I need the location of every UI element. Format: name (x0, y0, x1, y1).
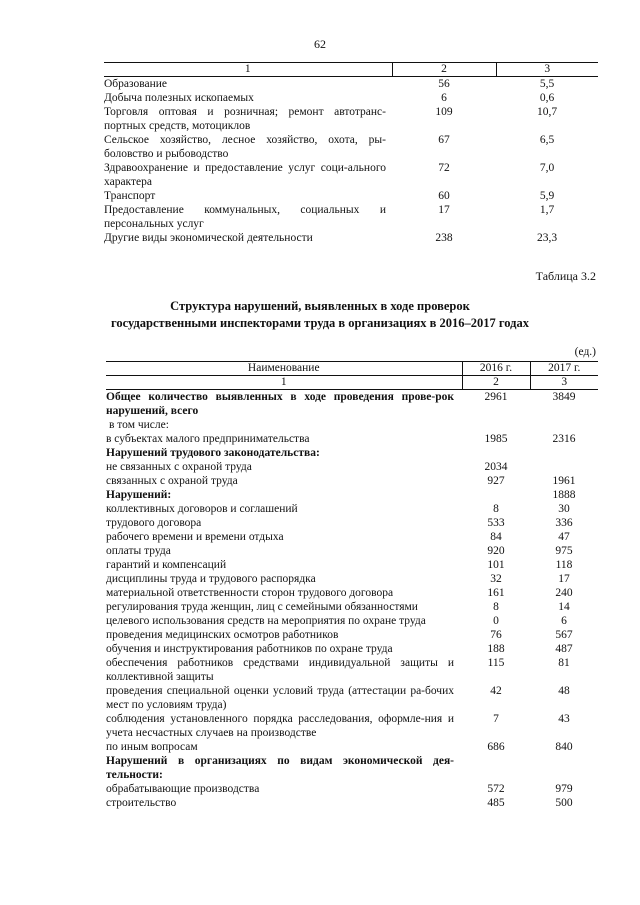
row-value: 17 (438, 204, 450, 216)
table-title-line-2: государственными инспекторами труда в организациях в 2016–2017 годах (111, 316, 529, 330)
row-value: 47 (558, 531, 570, 543)
row-label: связанных с охраной труда (106, 475, 238, 487)
table-row (106, 642, 598, 656)
table-row (106, 516, 598, 530)
row-value (462, 446, 530, 460)
row-label: проведения медицинских осмотров работников (106, 629, 339, 641)
table-row (106, 544, 598, 558)
row-value: 76 (490, 629, 502, 641)
row-label: регулирования труда женщин, лиц с семейными обязанностями (106, 601, 418, 613)
row-value: 6,5 (539, 134, 555, 146)
row-value (530, 460, 598, 474)
table2-header-name: Наименование (106, 362, 462, 376)
table-row (106, 782, 598, 796)
row-value: 43 (558, 713, 570, 725)
row-value: 2961 (484, 391, 508, 403)
row-value: 10,7 (536, 106, 558, 118)
row-value: 1961 (552, 475, 576, 487)
row-value: 840 (555, 741, 573, 753)
table-row (106, 418, 598, 432)
unit-label: (ед.) (574, 346, 596, 358)
row-value (530, 418, 598, 432)
table-title-line-1: Структура нарушений, выявленных в ходе проверок (170, 299, 470, 313)
row-label: гарантий и компенсаций (106, 559, 227, 571)
table-row (106, 474, 598, 488)
table1-col-3: 3 (496, 63, 598, 77)
table-row (106, 530, 598, 544)
row-value: 8 (493, 503, 499, 515)
row-value (462, 488, 530, 502)
table1-col-2: 2 (392, 63, 496, 77)
row-value: 56 (438, 78, 450, 90)
row-value: 6 (441, 92, 447, 104)
row-value: 5,9 (539, 190, 555, 202)
row-value: 238 (435, 232, 453, 244)
table-row (106, 446, 598, 460)
row-value: 72 (438, 162, 450, 174)
table-row (106, 600, 598, 614)
row-label: не связанных с охраной труда (106, 461, 252, 473)
row-value: 14 (558, 601, 570, 613)
row-value: 979 (555, 783, 573, 795)
table-economic-activities (104, 62, 598, 245)
table-row (106, 754, 598, 782)
table-row (106, 390, 598, 419)
row-value: 17 (558, 573, 570, 585)
row-label: проведения специальной оценки условий труда (аттестации ра-бочих мест по условиям труда) (106, 685, 454, 711)
row-label: строительство (106, 797, 177, 809)
table-row (104, 77, 598, 92)
table-row (106, 502, 598, 516)
row-value: 23,3 (536, 232, 558, 244)
table-row (106, 558, 598, 572)
table2-colnum-3: 3 (530, 376, 598, 390)
row-value: 1,7 (539, 204, 555, 216)
table-title (0, 298, 640, 332)
row-value: 572 (487, 783, 505, 795)
row-label: Здравоохранение и предоставление услуг соци-ального характера (104, 162, 386, 188)
row-value: 6 (561, 615, 567, 627)
row-label: коллективных договоров и соглашений (106, 503, 298, 515)
row-value: 109 (435, 106, 453, 118)
table-row (106, 488, 598, 502)
table-caption: Таблица 3.2 (535, 269, 596, 283)
row-label: Добыча полезных ископаемых (104, 92, 254, 104)
row-value: 927 (487, 475, 505, 487)
row-label: Нарушений: (106, 489, 172, 501)
row-label: Другие виды экономической деятельности (104, 232, 313, 244)
row-value: 101 (487, 559, 505, 571)
row-label: оплаты труда (106, 545, 171, 557)
row-value: 30 (558, 503, 570, 515)
row-value: 188 (487, 643, 505, 655)
row-value: 7 (493, 713, 499, 725)
row-label: трудового договора (106, 517, 202, 529)
table-row (106, 684, 598, 712)
row-value: 567 (555, 629, 573, 641)
table-row (106, 740, 598, 754)
row-value: 67 (438, 134, 450, 146)
table-row (106, 614, 598, 628)
row-value: 84 (490, 531, 502, 543)
table2-header-row (106, 362, 598, 376)
table1-col-1: 1 (104, 63, 392, 77)
row-value: 485 (487, 797, 505, 809)
row-value: 920 (487, 545, 505, 557)
row-value: 118 (555, 559, 573, 571)
row-label: рабочего времени и времени отдыха (106, 531, 284, 543)
row-label: Общее количество выявленных в ходе проведения прове-рок нарушений, всего (106, 391, 454, 417)
page-number: 62 (314, 37, 326, 51)
row-value: 5,5 (539, 78, 555, 90)
row-value: 8 (493, 601, 499, 613)
row-value: 81 (558, 657, 570, 669)
table-row (104, 91, 598, 105)
table2-colnum-1: 1 (106, 376, 462, 390)
row-value: 42 (490, 685, 502, 697)
row-label: по иным вопросам (106, 741, 198, 753)
row-value (462, 754, 530, 782)
row-label: обучения и инструктирования работников по охране труда (106, 643, 393, 655)
row-label: дисциплины труда и трудового распорядка (106, 573, 316, 585)
row-value: 533 (487, 517, 505, 529)
row-value: 115 (487, 657, 505, 669)
table2-header-2017: 2017 г. (530, 362, 598, 376)
row-value: 2034 (484, 461, 508, 473)
row-value: 1985 (484, 433, 508, 445)
row-label: Образование (104, 78, 168, 90)
row-label: обрабатывающие производства (106, 783, 260, 795)
row-value: 161 (487, 587, 505, 599)
table2-colnum-row (106, 376, 598, 390)
row-value: 0,6 (539, 92, 555, 104)
row-value: 32 (490, 573, 502, 585)
table-row (106, 586, 598, 600)
row-value: 7,0 (539, 162, 555, 174)
row-value: 3849 (552, 391, 576, 403)
table-row (106, 432, 598, 446)
row-value (530, 446, 598, 460)
table-row (104, 189, 598, 203)
table2-body (106, 390, 598, 811)
row-value: 2316 (552, 433, 576, 445)
row-label: материальной ответственности сторон трудового договора (106, 587, 394, 599)
row-value: 500 (555, 797, 573, 809)
table2-header-2016: 2016 г. (462, 362, 530, 376)
table-violations-structure (106, 361, 598, 810)
table1-header-row (104, 63, 598, 77)
table-row (106, 460, 598, 474)
row-value (530, 754, 598, 782)
row-label: обеспечения работников средствами индивидуальной защиты и коллективной защиты (106, 657, 454, 683)
table-row (106, 656, 598, 684)
table-row (104, 105, 598, 133)
table2-colnum-2: 2 (462, 376, 530, 390)
table-row (104, 161, 598, 189)
row-label: соблюдения установленного порядка расследования, оформле-ния и учета несчастных случаев на производстве (106, 713, 454, 739)
row-value: 975 (555, 545, 573, 557)
row-label: Транспорт (104, 190, 156, 202)
table-row (106, 796, 598, 810)
row-label: Торговля оптовая и розничная; ремонт автотранс-портных средств, мотоциклов (104, 106, 386, 132)
row-value: 0 (493, 615, 499, 627)
row-label: в субъектах малого предпринимательства (106, 433, 310, 445)
row-label: Предоставление коммунальных, социальных и персональных услуг (104, 204, 386, 230)
row-value: 487 (555, 643, 573, 655)
table1-body (104, 77, 598, 246)
row-value: 1888 (552, 489, 576, 501)
table-row (106, 628, 598, 642)
row-label: Сельское хозяйство, лесное хозяйство, охота, ры-боловство и рыбоводство (104, 134, 386, 160)
row-label: целевого использования средств на мероприятия по охране труда (106, 615, 426, 627)
row-value: 240 (555, 587, 573, 599)
table-row (104, 203, 598, 231)
table-row (106, 572, 598, 586)
row-label: Нарушений в организациях по видам экономической дея-тельности: (106, 755, 454, 781)
row-value: 336 (555, 517, 573, 529)
row-label: Нарушений трудового законодательства: (106, 447, 320, 459)
row-value: 60 (438, 190, 450, 202)
table-row (106, 712, 598, 740)
table-row (104, 133, 598, 161)
row-value: 686 (487, 741, 505, 753)
row-value (462, 418, 530, 432)
table-row (104, 231, 598, 245)
row-value: 48 (558, 685, 570, 697)
row-label: в том числе: (109, 419, 169, 431)
